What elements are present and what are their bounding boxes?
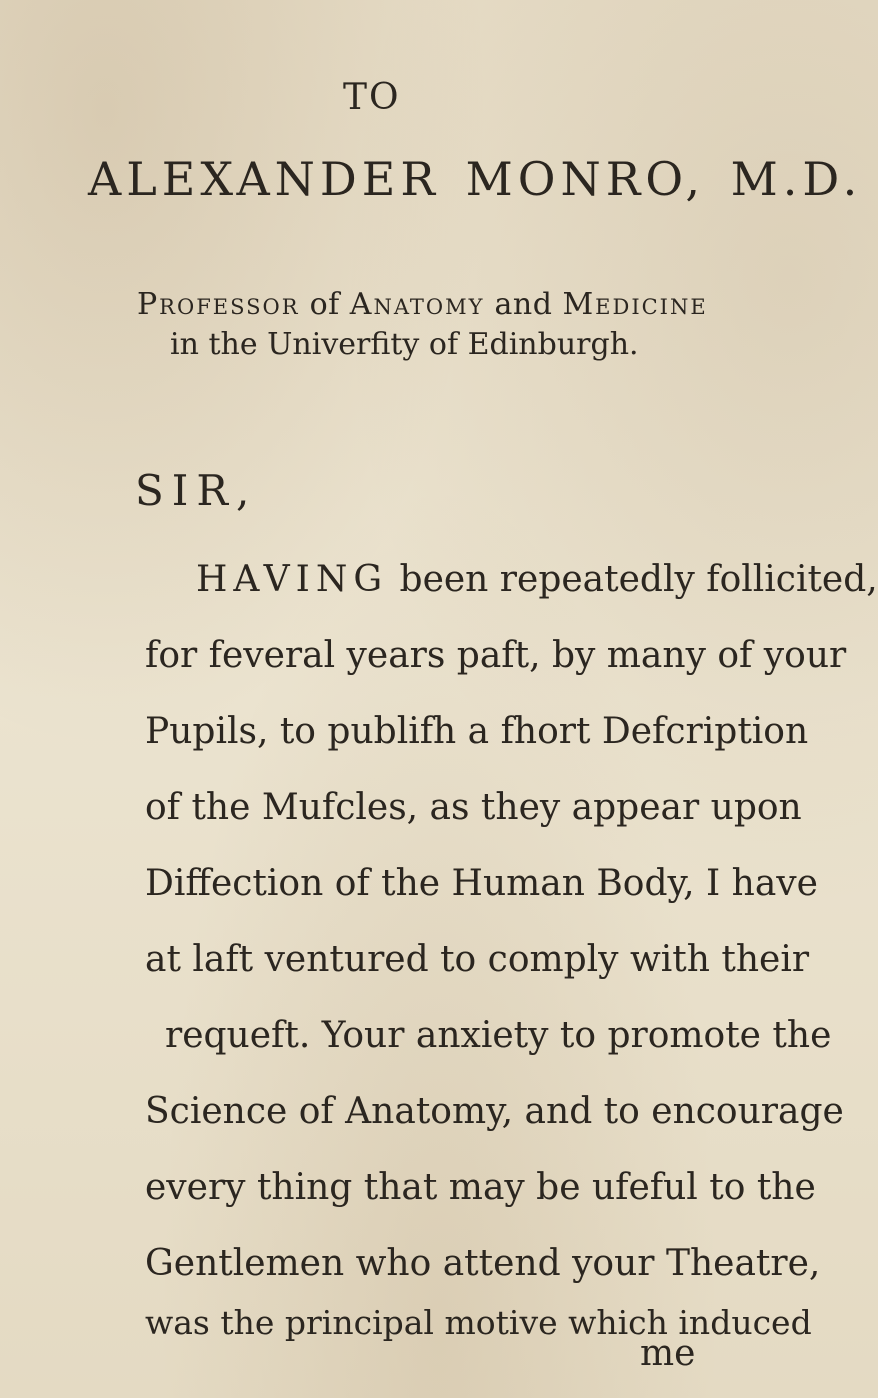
catchword: me [640, 1333, 696, 1374]
dedication-addressee: ALEXANDER MONRO, M.D. [88, 152, 863, 206]
body-line-11: was the principal motive which induced [145, 1303, 812, 1342]
body-line-1 [196, 559, 878, 600]
body-line-8: Science of Anatomy, and to encourage [145, 1091, 844, 1132]
title-medicine: Medicine [562, 287, 708, 322]
body-line-2: for feveral years paft, by many of your [145, 635, 847, 676]
title-of: of [299, 287, 350, 322]
body-line-9: every thing that may be ufeful to the [145, 1167, 816, 1208]
body-line-5: Diffection of the Human Body, I have [145, 863, 818, 904]
addressee-title-line-2: in the Univerfity of Edinburgh. [170, 327, 639, 362]
body-line-6: at laft ventured to comply with their [145, 939, 810, 980]
body-line-7: requeft. Your anxiety to promote the [165, 1015, 832, 1056]
title-anatomy: Anatomy [349, 287, 485, 322]
body-line-3: Pupils, to publifh a fhort Defcription [145, 711, 809, 752]
body-line-1-text: been repeatedly follicited, [388, 559, 878, 600]
title-and: and [484, 287, 563, 322]
salutation: SIR, [135, 466, 258, 515]
addressee-title-line-1 [137, 287, 708, 322]
opening-word: HAVING [196, 559, 389, 600]
body-line-10: Gentlemen who attend your Theatre, [145, 1243, 821, 1284]
body-line-4: of the Mufcles, as they appear upon [145, 787, 802, 828]
title-professor: Professor [137, 287, 300, 322]
dedication-to: TO [343, 77, 401, 118]
